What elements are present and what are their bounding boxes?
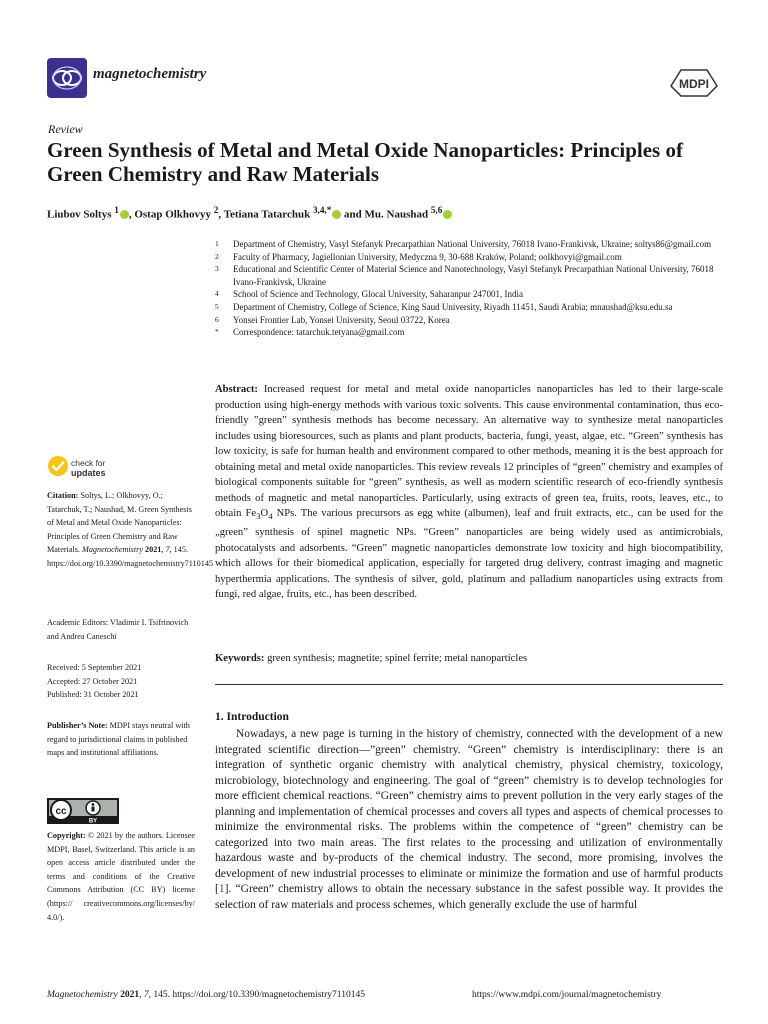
copyright-notice (47, 829, 195, 924)
citation-doi[interactable]: , 145. https://doi.org/10.3390/magnetochemistry7110145 (47, 545, 214, 568)
keywords-text: green synthesis; magnetite; spinel ferrite; metal nanoparticles (267, 653, 528, 664)
footer-citation: Magnetochemistry 2021, 7, 145. https://doi.org/10.3390/magnetochemistry7110145 (47, 990, 365, 1000)
citation-volume: 7 (165, 545, 170, 555)
citation-block: Citation: Soltys, L.; Olkhovyy, O.; Tatarchuk, T.; Naushad, M. Green Synthesis of Metal and Metal Oxide Nanoparticles: Principles of Green Chemistry and Raw Materials. Magnetochemistry 2021, 7, 145. https://doi.org/10.3390/magnetochemistry7110145 (47, 491, 214, 568)
published-date: Published: 31 October 2021 (47, 690, 139, 700)
article-title: Green Synthesis of Metal and Metal Oxide Nanoparticles: Principles of Green Chemistry and Raw Materials (47, 138, 683, 186)
article-type: Review (48, 122, 83, 136)
abstract (215, 382, 723, 603)
publisher-note-label: Publisher’s Note: (47, 721, 108, 730)
affiliation-item (215, 326, 725, 339)
abstract-label: Abstract: (215, 384, 258, 395)
affiliation-item (215, 238, 725, 251)
mdpi-logo-icon (669, 66, 719, 98)
journal-logo-icon (47, 58, 87, 98)
author-list: Liubov Soltys $^1$ , Ostap Olkhovyy $^2$, Tetiana Tatarchuk $^{3,4,*}$ and Mu. Naushad $^{5,6}$ (47, 205, 727, 221)
affiliation-mark: 3 (215, 264, 219, 274)
author-name[interactable]: Liubov Soltys (47, 208, 112, 221)
citation-year: 2021 (145, 545, 162, 555)
publisher-note (47, 719, 195, 760)
academic-editors: Academic Editors: Vladimir I. Tsifrinovich and Andrea Caneschi (47, 618, 189, 641)
subscript: 4 (268, 511, 273, 522)
footer-journal-url[interactable]: https://www.mdpi.com/journal/magnetochemistry (472, 990, 662, 1000)
affiliation-text: Department of Chemistry, College of Science, King Saud University, Riyadh 11451, Saudi Arabia; mnaushad@ksu.edu.sa (233, 301, 673, 312)
author-name[interactable]: Mu. Naushad (364, 208, 429, 221)
footer-journal: Magnetochemistry (47, 990, 118, 1000)
copyright-text: © 2021 by the authors. Licensee MDPI, Basel, Switzerland. This article is an open access article distributed under the terms and conditions of the Creative Commons Attribution (CC BY) license (https:// creativecommons.org/licenses/by/ 4.0/). (47, 831, 195, 922)
citation-link[interactable]: 1 (218, 883, 225, 896)
check-line: check for (71, 458, 106, 468)
affiliation-text: Faculty of Pharmacy, Jagiellonian University, Medyczna 9, 30-688 Kraków, Poland; oolkhovyi@gmail.com (233, 251, 622, 262)
orcid-icon[interactable] (443, 210, 452, 219)
affiliation-text: Educational and Scientific Center of Material Science and Nanotechnology, Vasyl Stefanyk Precarpathian National University, 76018 Ivano-Frankivsk, Ukraine (233, 264, 714, 287)
publisher-note-text: MDPI stays neutral with regard to jurisdictional claims in published maps and institutional affiliations. (47, 721, 190, 758)
orcid-icon[interactable] (332, 210, 341, 219)
affiliation-text: Department of Chemistry, Vasyl Stefanyk Precarpathian National University, 76018 Ivano-Frankivsk, Ukraine; soltys86@gmail.com (233, 239, 712, 249)
received-date: Received: 5 September 2021 (47, 663, 142, 672)
affiliation-mark: 2 (215, 251, 219, 261)
affiliation-text: Yonsei Frontier Lab, Yonsei University, Seoul 03722, Korea (233, 314, 450, 325)
cc-label: BY (88, 818, 98, 824)
body-text: ]. “Green” chemistry allows to obtain the necessary substance in the safest possible way. It provides the selection of raw materials and process schemes, which generally exclude the use of harmful (215, 883, 723, 912)
cc-by-license-icon[interactable] (47, 798, 119, 824)
intro-paragraph (215, 727, 723, 914)
svg-text:cc: cc (55, 806, 67, 817)
affiliation-item (215, 314, 725, 327)
abstract-text: O (260, 508, 269, 520)
affiliation-item (215, 288, 725, 301)
check-for-updates-icon[interactable] (47, 455, 69, 477)
author-affiliation-mark: 2 (213, 205, 219, 215)
footer-doi[interactable]: , 145. https://doi.org/10.3390/magnetochemistry7110145 (148, 990, 365, 1000)
affiliation-mark: 6 (215, 314, 219, 324)
accepted-date: Accepted: 27 October 2021 (47, 676, 138, 686)
affiliation-mark: 5 (215, 301, 219, 311)
footer-year: 2021 (120, 990, 140, 1000)
affiliation-item (215, 263, 725, 288)
affiliation-mark: 4 (215, 289, 219, 299)
check-line: updates (71, 468, 106, 478)
affiliations (215, 238, 725, 339)
author-name[interactable]: Ostap Olkhovyy (134, 208, 212, 221)
citation-journal: Magnetochemistry (82, 545, 143, 555)
section-divider (215, 684, 723, 685)
affiliation-mark: 1 (215, 239, 219, 248)
mdpi-logo-text: MDPI (679, 77, 709, 91)
affiliation-item (215, 251, 725, 264)
subscript: 3 (256, 511, 261, 522)
copyright-label: Copyright: (47, 831, 86, 840)
author-affiliation-mark: 1 (114, 205, 119, 215)
abstract-text: Increased request for metal and metal oxide nanoparticles nanoparticles has led to their large-scale production using high-energy methods with various toxic solvents. This cause environmental contamination, thus eco-friendly ”green” synthesis methods has become necessary. An alternative way to synthesize metal nanoparticles includes using bioresources, such as plants and plant products, bacteria, fungi, yeast, algae, etc. “Green” synthesis has low toxicity, is safe for human health and environment compared to other methods, meaning it is the best approach for obtaining metal and metal oxide nanoparticles. This review reveals 12 principles of “green” chemistry and examples of biological components suitable for “green” synthesis, as well as modern scientific research of eco-friendly synthesis methods of magnetic and metal nanoparticles. Particularly, using extracts of green tea, fruits, roots, leaves, etc., to obtain Fe (215, 384, 723, 520)
keywords-label: Keywords: (215, 653, 265, 664)
orcid-icon[interactable] (120, 210, 129, 219)
author-name[interactable]: Tetiana Tatarchuk (223, 208, 311, 221)
journal-name: magnetochemistry (93, 66, 207, 82)
section-heading: 1. Introduction (215, 711, 289, 723)
affiliation-mark: * (215, 327, 219, 337)
author-affiliation-mark: 3,4,* (312, 205, 332, 215)
affiliation-text: Correspondence: tatarchuk.tetyana@gmail.com (233, 327, 405, 338)
citation-text: Soltys, L.; Olkhovyy, O.; Tatarchuk, T.; Naushad, M. Green Synthesis of Metal and Metal Oxide Nanoparticles: Principles of Green Chemistry and Raw Materials. (47, 491, 192, 555)
body-text: Nowadays, a new page is turning in the history of chemistry, connected with the development of a new integrated scientific direction—”green” chemistry. “Green” chemistry is interdisciplinary: there is an integration of synthetic organic chemistry with analytical chemistry, physical chemistry, toxicology, microbiology, biotechnology and engineering. The goal of “green” chemistry is to develop technologies for more efficient chemical reactions. “Green” chemistry aims to prevent pollution in the very early stages of the planning and implementation of chemical processes and covers all types and aspects of chemical processes to minimize the environmental risks. The problems within the competence of “green” chemistry can be categorized into two main areas. The first relates to the processing and utilization of environmentally hazardous waste and by-products of the chemical industry. The second, more promising, involves the development of new industrial processes to eliminate or minimize the formation and use of harmful products [ (215, 728, 723, 896)
affiliation-item (215, 301, 725, 314)
citation-label: Citation: (47, 491, 79, 500)
publication-dates (47, 661, 195, 702)
check-for-updates-button[interactable] (71, 458, 106, 478)
author-affiliation-mark: 5,6 (430, 205, 443, 215)
footer-volume: 7 (143, 990, 149, 1000)
abstract-text: NPs. The various precursors as egg white (albumen), leaf and fruit extracts, etc., can be used for the „green” synthesis of spinel magnetic NPs. “Green” nanoparticles are being widely used as antimicrobials, photocatalysts and adsorbents. “Green” magnetic nanoparticles demonstrate low toxicity and high biocompatibility, which allows for their biomedical application, especially for targeted drug delivery, contrast imaging and magnetic hyperthermia applications. The synthesis of silver, gold, platinum and palladium nanoparticles using extracts from fungi, red algae, fruits, etc., has been described. (215, 508, 723, 601)
affiliation-text: School of Science and Technology, Glocal University, Saharanpur 247001, India (233, 289, 523, 300)
keywords (215, 652, 723, 666)
